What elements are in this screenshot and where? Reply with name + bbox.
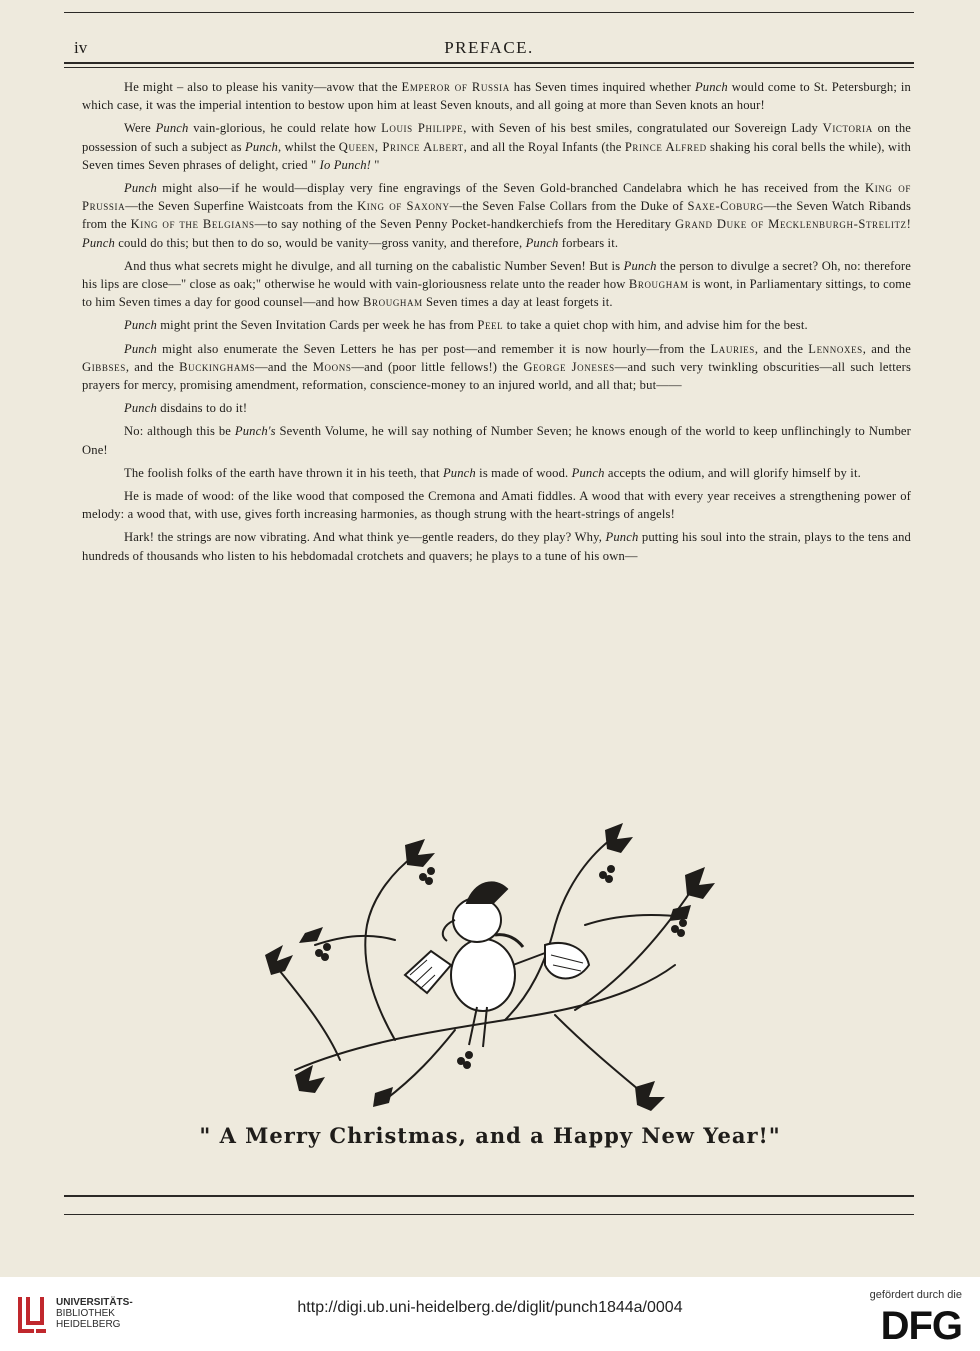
paragraph-9: The foolish folks of the earth have thrown it in his teeth, that Punch is made of wood. Punch accepts the odium, and will glorify himself by it. bbox=[124, 465, 861, 480]
top-border-rule bbox=[64, 12, 914, 13]
digitization-footer bbox=[0, 1277, 980, 1351]
christmas-caption: " A Merry Christmas, and a Happy New Year!" bbox=[199, 1123, 781, 1148]
header-rule-thin bbox=[64, 67, 914, 68]
dfg-logo: DFG bbox=[880, 1304, 962, 1348]
page-title: PREFACE. bbox=[444, 38, 534, 57]
library-name: UNIVERSITÄTS- BIBLIOTHEK HEIDELBERG bbox=[56, 1297, 133, 1330]
paragraph-10: He is made of wood: of the like wood that composed the Cremona and Amati fiddles. A wood that with every year receives a strengthening power of melody: a wood that, with use, gives forth increasing harmonies, as though strung with the heart-strings of angels! bbox=[82, 489, 911, 522]
running-head bbox=[64, 38, 914, 60]
page-number: iv bbox=[74, 38, 88, 57]
paragraph-8: No: although this be Punch's Seventh Volume, he will say nothing of Number Seven; he knows enough of the world to keep unflinchingly to Number One! bbox=[82, 424, 911, 457]
preface-body bbox=[82, 78, 911, 570]
paragraph-7: Punch disdains to do it! bbox=[124, 401, 248, 416]
paragraph-1: He might – also to please his vanity—avow that the Emperor of Russia has Seven times inquired whether Punch would come to St. Petersburgh; in which case, it was the imperial intention to bestow upon him at least Seven knouts, and all going at more than Seven knots an hour! bbox=[82, 80, 911, 113]
paragraph-3: Punch might also—if he would—display very fine engravings of the Seven Gold-branched Candelabra which he has received from the King of Prussia—the Seven Superfine Waistcoats from the King of Saxony—the Seven False Collars from the Duke of Saxe-Coburg—the Seven Watch Ribands from the King of the Belgians—to say nothing of the Seven Penny Pocket-handkerchiefs from the Hereditary Grand Duke of Mecklenburgh-Strelitz! Punch could do this; but then to do so, would be vanity—gross vanity, and therefore, Punch forbears it. bbox=[82, 181, 912, 250]
paragraph-5: Punch might print the Seven Invitation Cards per week he has from Peel to take a quiet chop with him, and advise him for the best. bbox=[124, 318, 808, 333]
paragraph-6: Punch might also enumerate the Seven Letters he has per post—and remember it is now hourly—from the Lauries, and the Lennoxes, and the Gibbses, and the Buckinghams—and the Moons—and (poor little fellows!) the George Joneses—and such very twinkling obscurities—all such letters prayers for mercy, promising amendment, reformation, conscience-money to an injured world, and all that; but—— bbox=[82, 341, 912, 393]
holly-punch-engraving-icon bbox=[255, 815, 725, 1120]
paragraph-4: And thus what secrets might he divulge, and all turning on the cabalistic Number Seven! But is Punch the person to divulge a secret? Oh, no: therefore his lips are close—" close as oak;" otherwise he would with vain-gloriousness relate unto the reader how Brougham is wont, in Parliamentary sittings, to come to him Seven times a day for good counsel—and how Brougham Seven times a day at least forgets it. bbox=[82, 258, 911, 310]
paragraph-2: Were Punch vain-glorious, he could relate how Louis Philippe, with Seven of his best smiles, congratulated our Sovereign Lady Victoria on the possession of such a subject as Punch, whilst the Queen, Prince Albert, and all the Royal Infants (the Prince Alfred shaking his coral bells the while), with Seven times Seven phrases of delight, cried " Io Punch! " bbox=[82, 121, 911, 172]
header-rule-thick bbox=[64, 62, 914, 64]
bottom-rule-thick bbox=[64, 1195, 914, 1197]
paragraph-11: Hark! the strings are now vibrating. And what think ye—gentle readers, do they play? Why, Punch putting his soul into the strain, plays to the tens and hundreds of thousands who listen to his hebdomadal crotchets and quavers; he plays to a tune of his own— bbox=[82, 530, 911, 563]
sponsor-note: gefördert durch die bbox=[869, 1289, 962, 1301]
permalink-url[interactable]: http://digi.ub.uni-heidelberg.de/diglit/punch1844a/0004 bbox=[297, 1299, 683, 1316]
bottom-rule-thin bbox=[64, 1214, 914, 1215]
